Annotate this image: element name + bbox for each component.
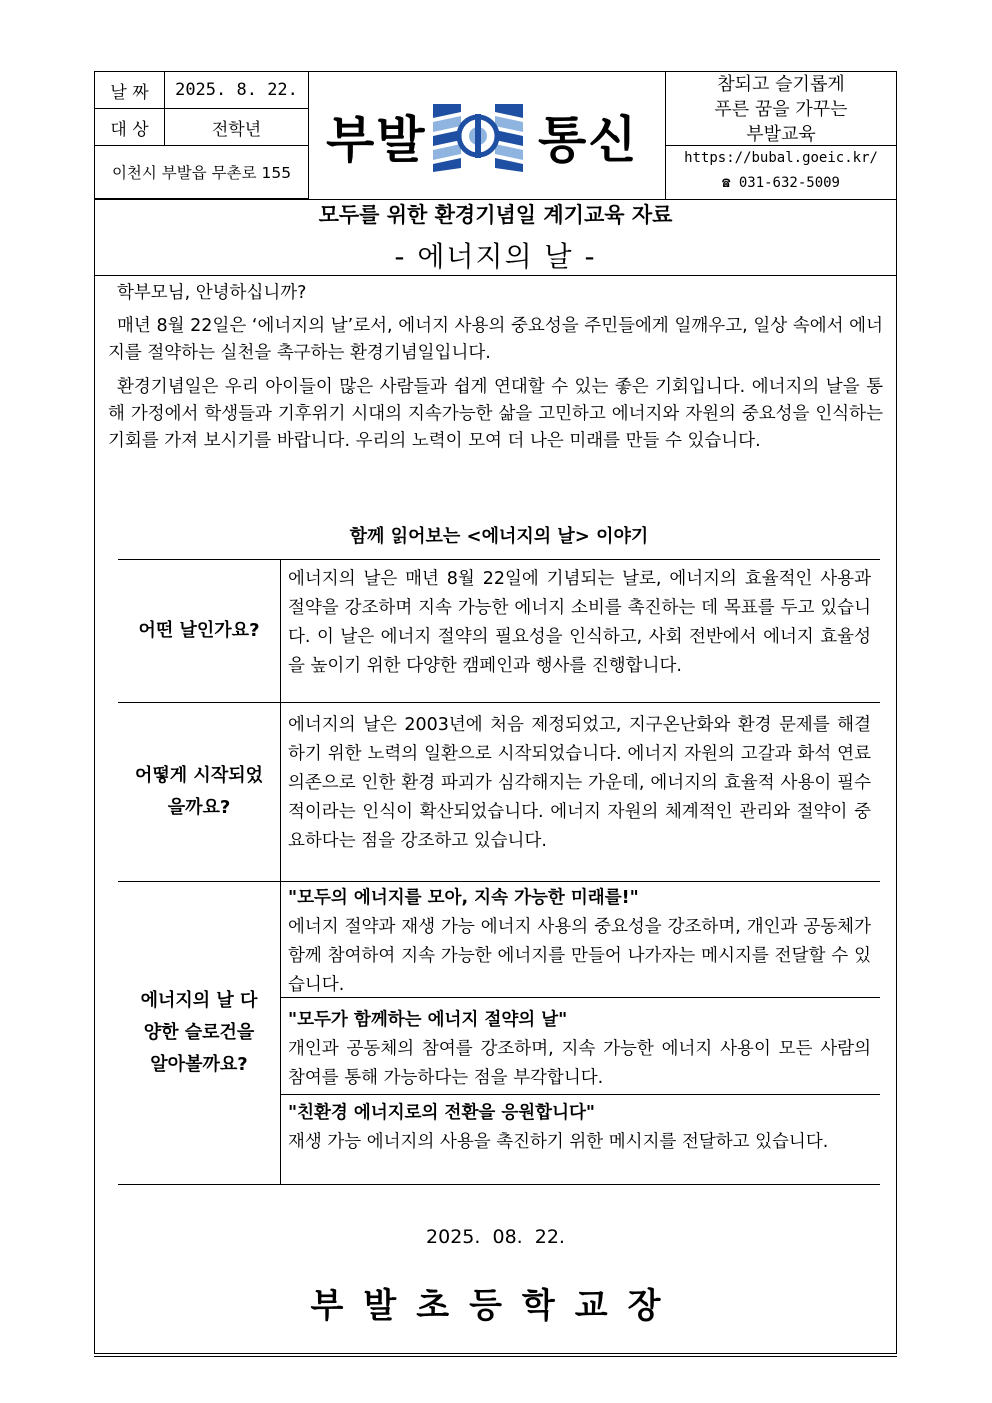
answer-what-day: 에너지의 날은 매년 8월 22일에 기념되는 날로, 에너지의 효율적인 사용과 절약을 강조하며 지속 가능한 에너지 소비를 촉진하는 데 목표를 두고 있습니다. 이 날은 에너지 절약의 필요성을 인식하고, 사회 전반에서 에너지 효율성을 높이기 위한 다양한 캠페인과 행사를 진행합니다. [288,569,871,676]
school-url-link[interactable]: https://bubal.goeic.kr/ [684,150,878,166]
story-table-row-line [118,881,880,882]
greeting: 학부모님, 안녕하십니까? [117,283,307,303]
logo-text-left: 부발 [326,111,427,169]
motto-line: 부발교육 [746,124,816,145]
story-table-row-line [118,702,880,703]
slogan-title: "친환경 에너지로의 전환을 응원합니다" [288,1103,595,1123]
question-how-started: 어떻게 시작되었을까요? [135,765,263,818]
story-section-title: 함께 읽어보는 <에너지의 날> 이야기 [349,526,649,547]
slogan-title: "모두가 함께하는 에너지 절약의 날" [288,1010,568,1030]
target-value: 전학년 [164,108,309,146]
answer-how-started: 에너지의 날은 2003년에 처음 제정되었고, 지구온난화와 환경 문제를 해결하기 위한 노력의 일환으로 시작되었습니다. 에너지 자원의 고갈과 화석 연료 의존으로 인한 환경 파괴가 심각해지는 가운데, 에너지의 효율적 사용이 필수적이라는 인식이 확산되었습니다. 에너지 자원의 체계적인 관리와 절약이 중요하다는 점을 강조하고 있습니다. [288,715,871,851]
question-slogans: 에너지의 날 다양한 슬로건을 알아볼까요? [140,990,258,1075]
document-subtitle: - 에너지의 날 - [394,240,597,273]
date-label: 날 짜 [94,71,165,109]
school-emblem-icon [433,100,523,172]
contact-info [666,146,896,196]
principal-signature: 부발초등학교장 [310,1286,681,1326]
slogan-text: 재생 가능 에너지의 사용을 촉진하기 위한 메시지를 전달하고 있습니다. [288,1132,829,1152]
header-divider-left [308,71,309,199]
motto-line: 참되고 슬기롭게 [717,74,845,95]
school-phone: ☎ 031-632-5009 [721,175,840,191]
date-value: 2025. 8. 22. [164,71,309,109]
intro-paragraph-2: 환경기념일은 우리 아이들이 많은 사람들과 쉽게 연대할 수 있는 좋은 기회입니다. 에너지의 날을 통해 가정에서 학생들과 기후위기 시대의 지속가능한 삶을 고민하고 에너지와 자원의 중요성을 인식하는 기회를 가져 보시기를 바랍니다. 우리의 노력이 모여 더 나은 미래를 만들 수 있습니다. [108,377,883,451]
slogan-item [288,884,871,1000]
page-border-bottom-double [94,1356,897,1357]
slogan-item [288,1006,871,1093]
school-motto [666,72,896,147]
school-address: 이천시 부발읍 무촌로 155 [94,145,309,199]
motto-line: 푸른 꿈을 가꾸는 [714,99,848,120]
logo-text-right: 통신 [538,111,639,169]
slogan-text: 에너지 절약과 재생 가능 에너지 사용의 중요성을 강조하며, 개인과 공동체가 함께 참여하여 지속 가능한 에너지를 만들어 나가자는 메시지를 전달할 수 있습니다. [288,917,871,995]
slogan-title: "모두의 에너지를 모아, 지속 가능한 미래를!" [288,888,639,908]
target-label: 대 상 [94,108,165,146]
slogan-divider-line [280,1094,880,1095]
title-bottom-line [94,275,897,276]
question-what-day: 어떤 날인가요? [138,620,260,641]
slogan-item [288,1099,871,1157]
document-title: 모두를 위한 환경기념일 계기교육 자료 [318,203,673,227]
slogan-text: 개인과 공동체의 참여를 강조하며, 지속 가능한 에너지 사용이 모든 사람의 참여를 통해 가능하다는 점을 부각합니다. [288,1039,871,1088]
issue-date: 2025. 08. 22. [426,1226,565,1248]
story-table-column-line [280,559,281,1185]
story-table-bottom-line [118,1184,880,1185]
intro-paragraph-1: 매년 8월 22일은 ‘에너지의 날’로서, 에너지 사용의 중요성을 주민들에게 일깨우고, 일상 속에서 에너지를 절약하는 실천을 촉구하는 환경기념일입니다. [108,316,883,363]
